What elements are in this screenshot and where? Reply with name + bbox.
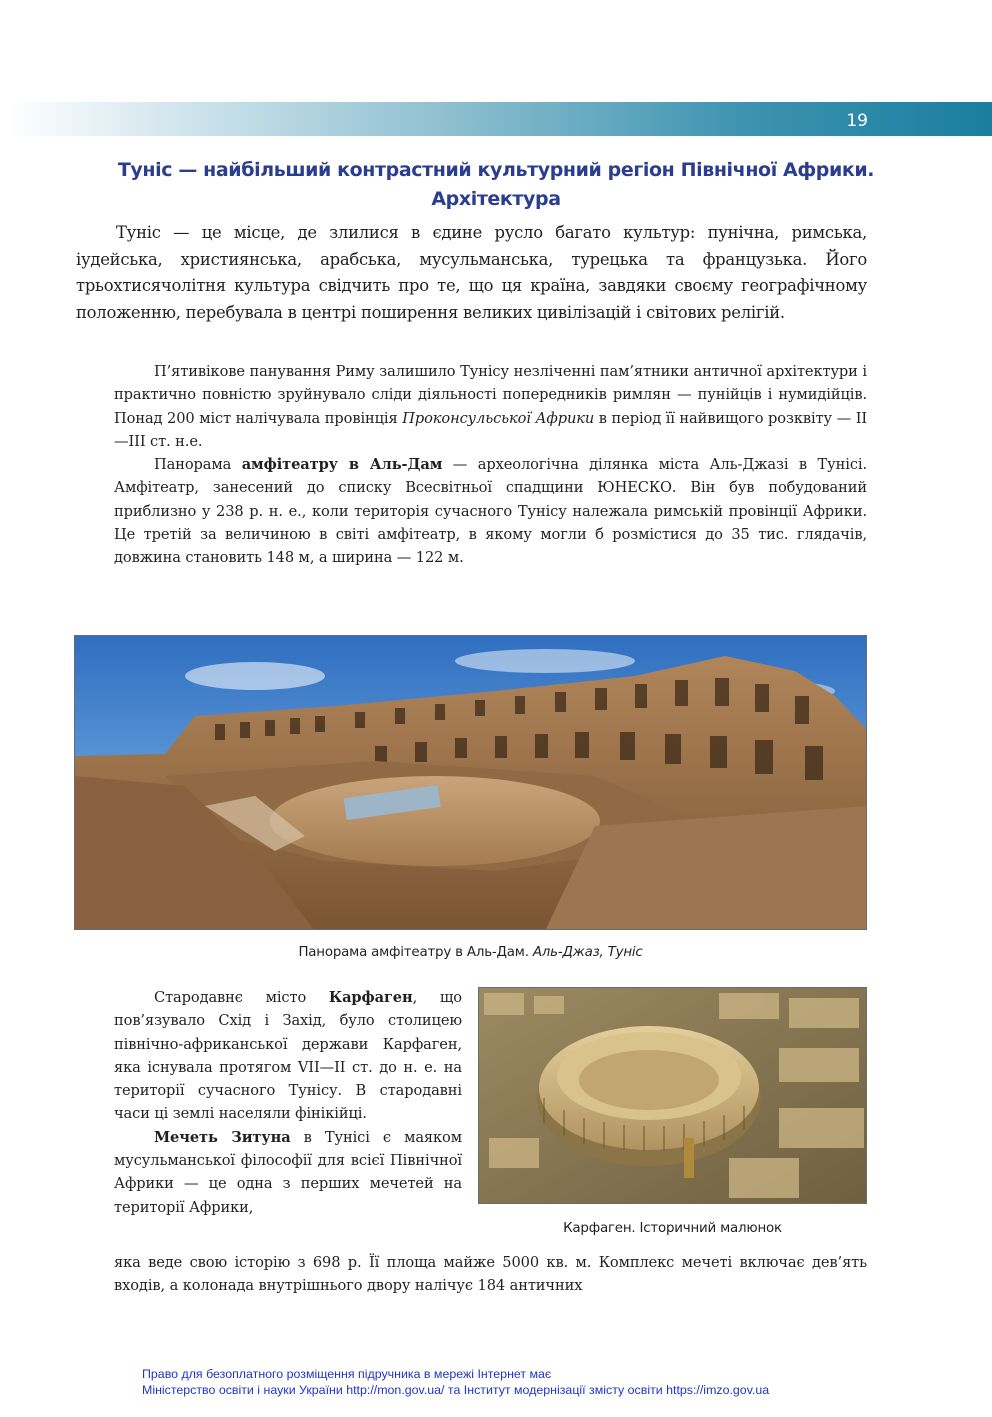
carthage-paragraph: Стародавнє місто Карфаген, що пов’язувало Схід і Захід, було столицею північно-африканської держави Карфаген, яка існувала протягом VII—II ст. до н. е. на території сучасного Тунісу. В стародавні часи ці землі населяли фінікійці. <box>114 989 462 1123</box>
footer-line-1: Право для безоплатного розміщення підручника в мережі Інтернет має <box>142 1367 552 1381</box>
mosque-paragraph-start: Мечеть Зитуна в Тунісі є маяком мусульманської філософії для всієї Північної Африки — це одна з перших мечетей на території Африки, <box>114 1128 462 1216</box>
section-title <box>60 156 932 214</box>
carthage-caption: Карфаген. Історичний малюнок <box>563 1221 782 1236</box>
page-number: 19 <box>846 111 868 131</box>
amphitheatre-illustration <box>75 636 867 930</box>
amphitheatre-photo <box>74 635 867 930</box>
province-name: Проконсульської Африки <box>402 409 595 427</box>
amphitheatre-caption: Панорама амфітеатру в Аль-Дам. Аль-Джаз, Туніс <box>298 945 643 960</box>
main-column <box>114 360 867 570</box>
header-band <box>8 102 992 136</box>
footer <box>142 1366 769 1398</box>
title-line-1: Туніс — найбільший контрастний культурний регіон Північної Африки. <box>117 159 875 181</box>
footer-line-2: Міністерство освіти і науки України http://mon.gov.ua/ та Інститут модернізації змісту освіти https://imzo.gov.ua <box>142 1383 770 1397</box>
mosque-name: Мечеть Зитуна <box>154 1128 291 1146</box>
carthage-illustration <box>479 988 867 1204</box>
carthage-name: Карфаген <box>328 989 413 1006</box>
mosque-paragraph-end: яка веде свою історію з 698 р. Її площа майже 5000 кв. м. Комплекс мечеті включає дев’ять входів, а колонада внутрішнього двору налічує 184 античних <box>114 1254 867 1295</box>
left-column <box>114 986 462 1219</box>
carthage-photo <box>478 987 867 1204</box>
mosque-continuation <box>114 1251 867 1298</box>
amphitheatre-name: амфітеатру в Аль-Дам <box>241 456 443 474</box>
intro-paragraph <box>76 220 867 326</box>
rome-paragraph: П’ятивікове панування Риму залишило Тунісу незліченні пам’ятники античної архітектури і практично повністю зруйнувало сліди діяльності попередників римлян — пунійців і нумидійців. Понад 200 міст налічувала провінція Проконсульської Африки в період її найвищого розквіту — II—III ст. н.е. <box>114 363 868 450</box>
intro-text: Туніс — це місце, де злилися в єдине русло багато культур: пунічна, римська, іудейська, християнська, арабська, мусульманська, турецька та французька. Його трьохтисячолітня культура свідчить про те, що ця країна, завдяки своєму географічному положенню, перебувала в центрі поширення великих цивілізацій і світових релігій. <box>76 223 867 322</box>
amphitheatre-paragraph: Панорама амфітеатру в Аль-Дам — археологічна ділянка міста Аль-Джазі в Тунісі. Амфітеатр, занесений до списку Всесвітньої спадщини ЮНЕСКО. Він був побудований приблизно у 238 р. н. е., коли територія сучасного Тунісу належала римській провінції Африки. Це третій за величиною в світі амфітеатр, в якому могли б розмістися до 35 тис. глядачів, довжина становить 148 м, а ширина — 122 м. <box>114 456 867 567</box>
title-line-2: Архітектура <box>431 188 561 210</box>
